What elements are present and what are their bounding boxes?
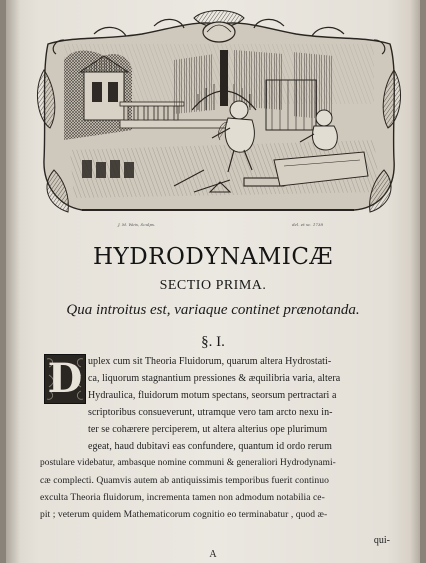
- body-line: pit ; veterum quidem Mathematicorum cognitio eo terminabatur , quod æ-: [40, 509, 328, 520]
- body-line: uplex cum sit Theoria Fluidorum, quarum altera Hydrostati-: [88, 356, 332, 367]
- headpiece-engraving: [34, 10, 404, 220]
- engraver-credit-left: J. M. Weis, Sculps.: [118, 222, 156, 227]
- engraver-credit-right: del. et sc. 1738: [292, 222, 324, 227]
- paragraph-mark: §. I.: [201, 334, 225, 350]
- body-line: exculta Theoria fluidorum, incrementa tamen non admodum notabilia ce-: [40, 492, 325, 503]
- decorated-initial: [44, 354, 86, 404]
- body-line: ca, liquorum stagnantium pressiones & æquilibria varia, altera: [88, 373, 341, 384]
- catchword: qui-: [373, 535, 390, 546]
- body-line: ter se cohærere perciperem, ut altera alterius ope plurimum: [88, 424, 328, 435]
- body-line: cæ complecti. Quamvis autem ab antiquissimis temporibus fuerit continuo: [40, 475, 329, 486]
- page-title: HYDRODYNAMICÆ: [93, 244, 333, 270]
- initial-letter: D: [47, 355, 83, 402]
- body-line: scriptoribus consueverunt, utramque vero tam arcto nexu in-: [88, 407, 333, 418]
- body-line: egeat, haud dubitavi eas confundere, quantum id ordo rerum: [88, 441, 332, 452]
- section-tagline: Qua introitus est, variaque continet prænotanda.: [66, 302, 360, 318]
- section-subtitle: SECTIO PRIMA.: [159, 278, 267, 293]
- body-line: postulare videbatur, ambasque nomine communi & generaliori Hydrodynami-: [40, 458, 336, 468]
- book-page: [6, 0, 420, 563]
- signature-mark: A: [209, 549, 217, 560]
- body-line: Hydraulica, fluidorum motum spectans, seorsum pertractari a: [88, 390, 337, 401]
